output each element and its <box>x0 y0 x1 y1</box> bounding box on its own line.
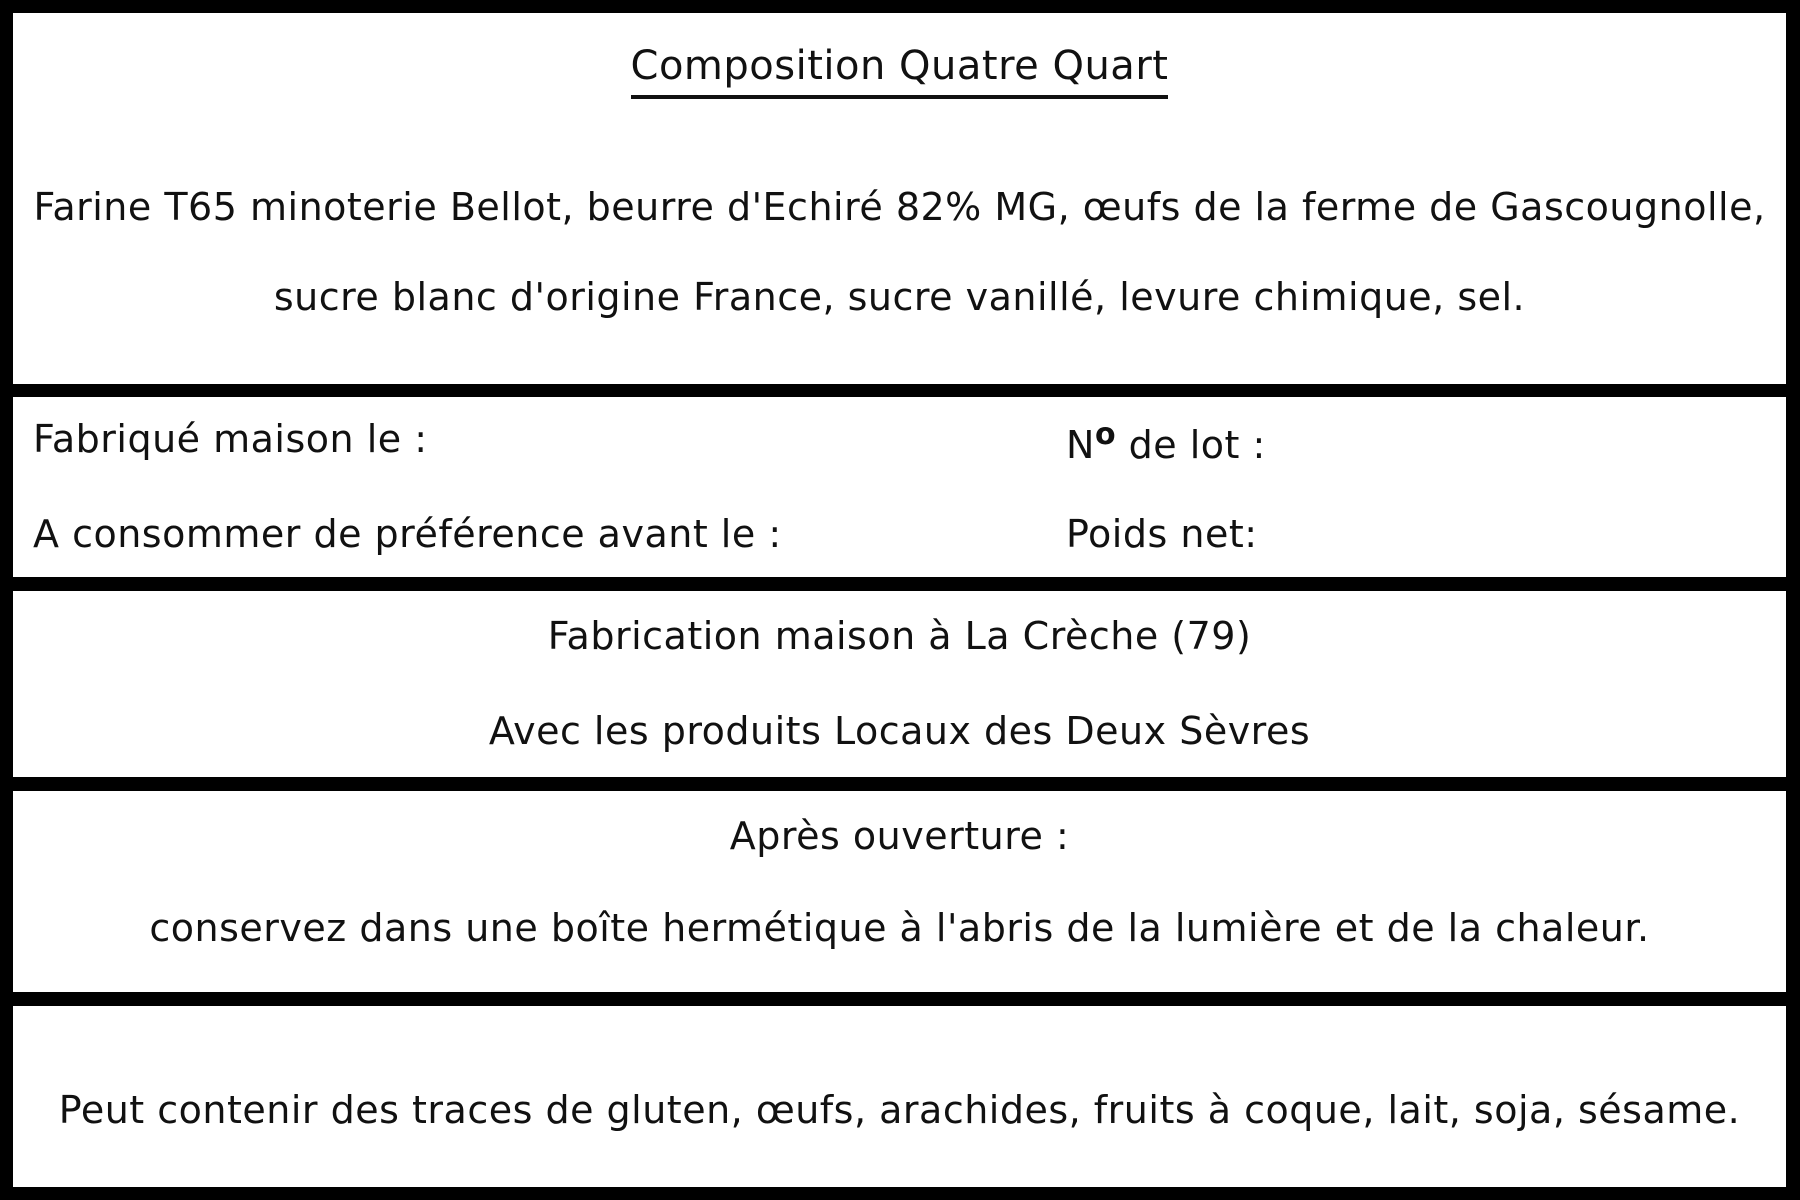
origin-line-1: Fabrication maison à La Crèche (79) <box>547 614 1252 658</box>
storage-line-1: Après ouverture : <box>729 814 1070 858</box>
origin-line-2: Avec les produits Locaux des Deux Sèvres <box>488 709 1311 753</box>
ingredients-line-1: Farine T65 minoterie Bellot, beurre d'Echiré 82% MG, œufs de la ferme de Gascougnolle, <box>33 185 1766 229</box>
composition-title: Composition Quatre Quart <box>631 43 1169 99</box>
composition-title-wrap <box>13 43 1786 99</box>
lot-number-label <box>1066 417 1266 467</box>
lot-label-degree: o <box>1094 417 1117 452</box>
lot-label-suffix: de lot : <box>1116 423 1266 467</box>
storage-line-2: conservez dans une boîte hermétique à l'abris de la lumière et de la chaleur. <box>149 906 1650 950</box>
storage-panel <box>13 791 1786 992</box>
best-before-label: A consommer de préférence avant le : <box>33 512 782 556</box>
allergens-line: Peut contenir des traces de gluten, œufs, arachides, fruits à coque, lait, soja, sésame. <box>58 1088 1741 1132</box>
net-weight-label: Poids net: <box>1066 512 1258 556</box>
made-date-label: Fabriqué maison le : <box>33 417 428 461</box>
lot-label-prefix: N <box>1066 423 1095 467</box>
composition-panel <box>13 13 1786 384</box>
ingredients-line-2: sucre blanc d'origine France, sucre vanillé, levure chimique, sel. <box>273 275 1526 319</box>
allergens-panel <box>13 1006 1786 1187</box>
info-panel <box>13 397 1786 577</box>
origin-panel <box>13 591 1786 777</box>
